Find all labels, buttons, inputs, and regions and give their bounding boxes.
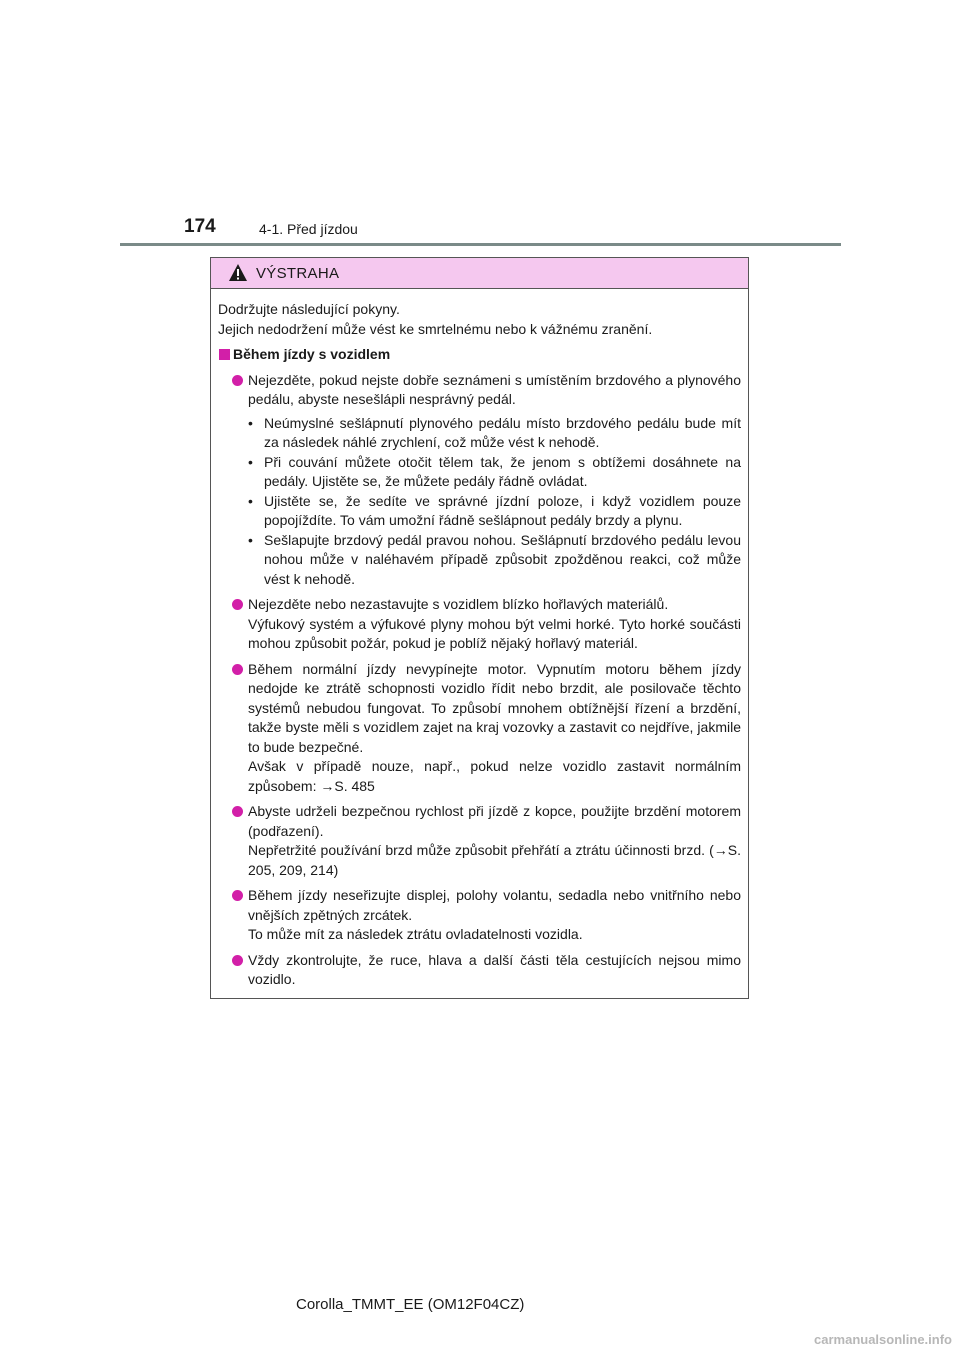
sub-item-text: Při couvání můžete otočit tělem tak, že jenom s obtížemi dosáhnete na pedály. Ujistěte se, že můžete pedály řádně ovládat.: [264, 453, 741, 489]
list-item: [218, 595, 741, 654]
item-paragraph: Nejezděte nebo nezastavujte s vozidlem blízko hořlavých materiálů.: [248, 596, 669, 612]
circle-bullet-icon: [232, 375, 243, 386]
list-item: [218, 951, 741, 990]
list-item: [218, 802, 741, 880]
topic-label: Během jízdy s vozidlem: [233, 346, 391, 362]
item-paragraph: Nepřetržité používání brzd může způsobit přehřátí a ztrátu účinnosti brzd. (→S. 205, 209, 214): [248, 842, 741, 878]
item-paragraph: To může mít za následek ztrátu ovladatelnosti vozidla.: [248, 926, 583, 942]
square-bullet-icon: [219, 349, 230, 360]
sub-list-item: [218, 492, 741, 531]
circle-bullet-icon: [232, 599, 243, 610]
warning-box: [210, 257, 749, 999]
item-paragraph: Během jízdy neseřizujte displej, polohy volantu, sedadla nebo vnitřního nebo vnějších zpětných zrcátek.: [248, 887, 741, 923]
sub-list-item: [218, 531, 741, 590]
warning-body: [211, 289, 748, 990]
sub-item-text: Neúmyslné sešlápnutí plynového pedálu místo brzdového pedálu bude mít za následek náhlé zrychlení, což může vést k nehodě.: [264, 414, 741, 450]
dot-bullet-icon: •: [248, 453, 253, 470]
item-paragraph: Výfukový systém a výfukové plyny mohou být velmi horké. Tyto horké součásti mohou způsobit požár, pokud je poblíž nějaký hořlavý materiál.: [248, 615, 741, 651]
warning-triangle-icon: [228, 263, 248, 282]
circle-bullet-icon: [232, 890, 243, 901]
dot-bullet-icon: •: [248, 492, 253, 509]
sub-list-item: [218, 414, 741, 453]
list-item: [218, 660, 741, 797]
item-paragraph: Během normální jízdy nevypínejte motor. Vypnutím motoru během jízdy nedojde ke ztrátě schopnosti vozidlo řídit nebo brzdit, ale posilovače těchto systémů nebudou fungovat. To způsobí mnohem obtížnější řízení a brzdění, takže byste měli s vozidlem zajet na kraj vozovky a zastavit co nejdříve, jakmile to bude bezpečné.: [248, 660, 741, 755]
intro-line: Dodržujte následující pokyny.: [218, 301, 400, 317]
sub-item-text: Sešlapujte brzdový pedál pravou nohou. Sešlápnutí brzdového pedálu levou nohou může v naléhavém případě způsobit zpožděnou reakci, což může vést k nehodě.: [264, 531, 741, 587]
sub-list-item: [218, 453, 741, 492]
item-paragraph: Avšak v případě nouze, např., pokud nelze vozidlo zastavit normálním způsobem: →S. 485: [248, 758, 741, 794]
circle-bullet-icon: [232, 806, 243, 817]
list-item: [218, 371, 741, 410]
item-paragraph: Nejezděte, pokud nejste dobře seznámeni s umístěním brzdového a plynového pedálu, abyste nesešlápli nesprávný pedál.: [248, 371, 741, 407]
list-item: [218, 886, 741, 945]
dot-bullet-icon: •: [248, 414, 253, 431]
item-paragraph: Vždy zkontrolujte, že ruce, hlava a další části těla cestujících nejsou mimo vozidlo.: [248, 951, 741, 987]
sub-item-text: Ujistěte se, že sedíte ve správné jízdní poloze, i když vozidlem pouze popojíždíte. To vám umožní řádně sešlápnout pedály brzdy a plynu.: [264, 492, 741, 528]
intro-line: Jejich nedodržení může vést ke smrtelnému nebo k vážnému zranění.: [218, 320, 653, 337]
section-title: 4-1. Před jízdou: [259, 221, 358, 237]
sub-list: [218, 414, 741, 590]
circle-bullet-icon: [232, 955, 243, 966]
item-paragraph: Abyste udrželi bezpečnou rychlost při jízdě z kopce, použijte brzdění motorem (podřazení).: [248, 803, 741, 839]
document-code: Corolla_TMMT_EE (OM12F04CZ): [296, 1296, 525, 1313]
page-number: 174: [184, 216, 216, 237]
watermark: carmanualsonline.info: [814, 1332, 952, 1347]
warning-header: [211, 258, 748, 289]
warning-title: VÝSTRAHA: [256, 265, 340, 282]
dot-bullet-icon: •: [248, 531, 253, 548]
header-divider: [120, 243, 841, 246]
circle-bullet-icon: [232, 664, 243, 675]
warning-intro: [218, 300, 741, 339]
topic-heading: [218, 345, 741, 365]
